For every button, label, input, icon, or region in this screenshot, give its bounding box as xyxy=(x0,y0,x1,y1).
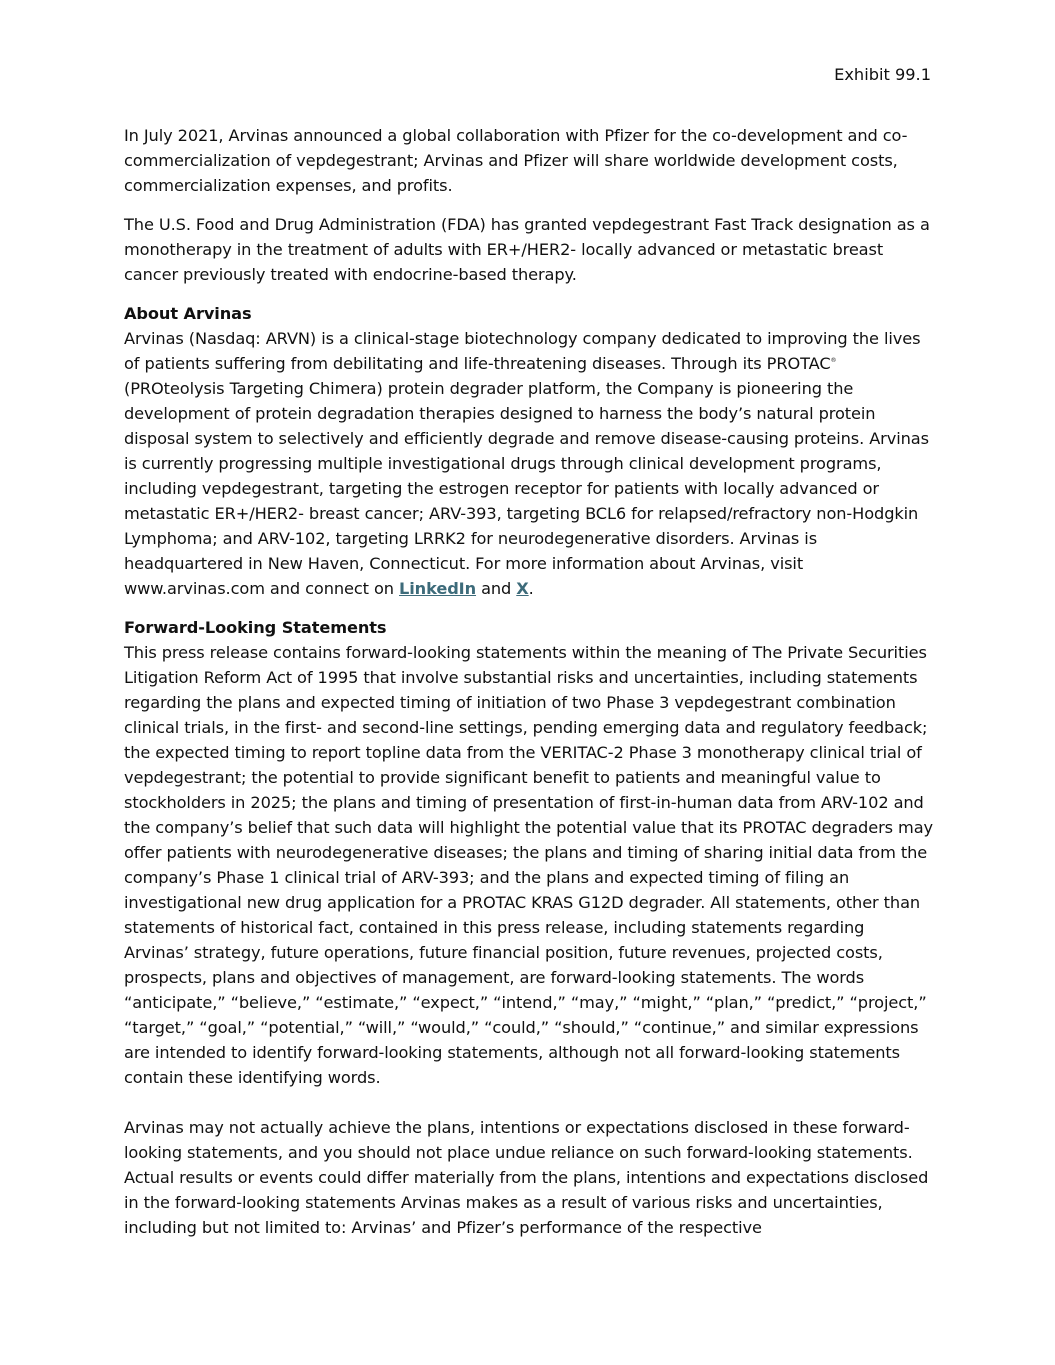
about-conjunction: and xyxy=(476,579,517,598)
exhibit-label: Exhibit 99.1 xyxy=(834,65,931,84)
registered-mark: ® xyxy=(830,357,837,364)
about-period: . xyxy=(528,579,534,598)
forward-looking-paragraph-2: Arvinas may not actually achieve the plans, intentions or expectations disclosed in these forward-looking statements, and you should not place undue reliance on such forward-looking statements. Actual results or events could differ materially from the plans, intentions and expectations disclosed in the forward-looking statements Arvinas makes as a result of various risks and uncertainties, including but not limited to: Arvinas’ and Pfizer’s performance of the respective xyxy=(124,1118,929,1237)
about-text-body: (PROteolysis Targeting Chimera) protein degrader platform, the Company is pioneering the development of protein degradation therapies designed to harness the body’s natural protein disposal system to selectively and efficiently degrade and remove disease-causing proteins. Arvinas is currently progressing multiple investigational drugs through clinical development programs, including vepdegestrant, targeting the estrogen receptor for patients with locally advanced or metastatic ER+/HER2- breast cancer; ARV-393, targeting BCL6 for relapsed/refractory non-Hodgkin Lymphoma; and ARV-102, targeting LRRK2 for neurodegenerative disorders. Arvinas is headquartered in New Haven, Connecticut. For more information about Arvinas, visit www.arvinas.com and connect on xyxy=(124,379,929,598)
linkedin-link[interactable]: LinkedIn xyxy=(399,579,477,598)
about-paragraph xyxy=(124,326,934,601)
document-body xyxy=(124,123,934,1240)
x-link[interactable]: X xyxy=(516,579,529,598)
forward-looking-heading: Forward-Looking Statements xyxy=(124,618,387,637)
about-heading: About Arvinas xyxy=(124,304,252,323)
collaboration-paragraph: In July 2021, Arvinas announced a global collaboration with Pfizer for the co-development and co-commercialization of vepdegestrant; Arvinas and Pfizer will share worldwide development costs, commercialization expenses, and profits. xyxy=(124,126,908,195)
fda-paragraph: The U.S. Food and Drug Administration (FDA) has granted vepdegestrant Fast Track designation as a monotherapy in the treatment of adults with ER+/HER2- locally advanced or metastatic breast cancer previously treated with endocrine-based therapy. xyxy=(124,215,930,284)
forward-looking-paragraph-1: This press release contains forward-looking statements within the meaning of The Private Securities Litigation Reform Act of 1995 that involve substantial risks and uncertainties, including statements regarding the plans and expected timing of initiation of two Phase 3 vepdegestrant combination clinical trials, in the first- and second-line settings, pending emerging data and regulatory feedback; the expected timing to report topline data from the VERITAC-2 Phase 3 monotherapy clinical trial of vepdegestrant; the potential to provide significant benefit to patients and meaningful value to stockholders in 2025; the plans and timing of presentation of first-in-human data from ARV-102 and the company’s belief that such data will highlight the potential value that its PROTAC degraders may offer patients with neurodegenerative diseases; the plans and timing of sharing initial data from the company’s Phase 1 clinical trial of ARV-393; and the plans and expected timing of filing an investigational new drug application for a PROTAC KRAS G12D degrader. All statements, other than statements of historical fact, contained in this press release, including statements regarding Arvinas’ strategy, future operations, future financial position, future revenues, projected costs, prospects, plans and objectives of management, are forward-looking statements. The words “anticipate,” “believe,” “estimate,” “expect,” “intend,” “may,” “might,” “plan,” “predict,” “project,” “target,” “goal,” “potential,” “will,” “would,” “could,” “should,” “continue,” and similar expressions are intended to identify forward-looking statements, although not all forward-looking statements contain these identifying words. xyxy=(124,643,933,1087)
about-text-start: Arvinas (Nasdaq: ARVN) is a clinical-stage biotechnology company dedicated to improving the lives of patients suffering from debilitating and life-threatening diseases. Through its PROTAC xyxy=(124,329,921,373)
